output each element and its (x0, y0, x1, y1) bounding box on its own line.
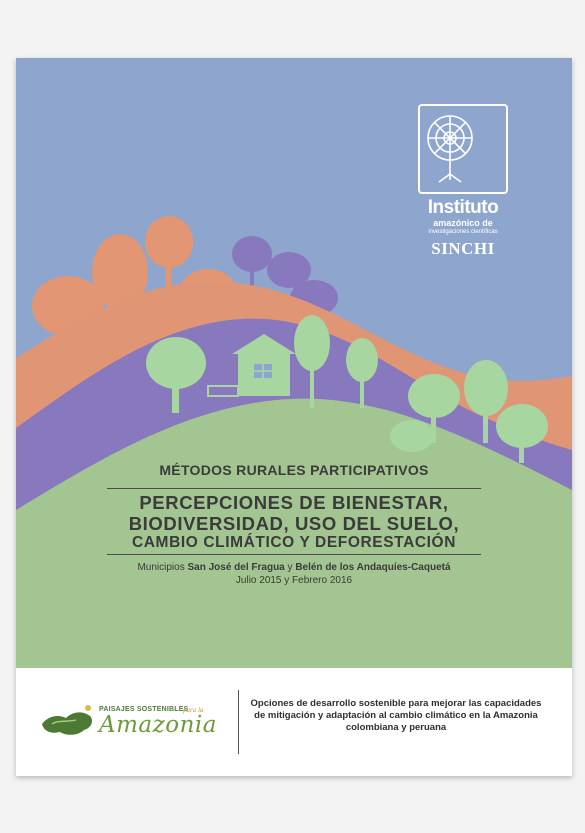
main-title-line3: CAMBIO CLIMÁTICO Y DEFORESTACIÓN (131, 534, 457, 551)
municipios-prefix: Municipios (137, 562, 185, 573)
institute-logo (407, 104, 519, 259)
institute-name: Instituto (427, 197, 499, 218)
cover-illustration (16, 58, 572, 668)
series-title: MÉTODOS RURALES PARTICIPATIVOS (159, 462, 429, 478)
program-title-name: Amazonia (99, 712, 217, 738)
program-title-top: PAISAJES SOSTENIBLES (99, 706, 189, 713)
title-rule-bottom (107, 554, 481, 555)
institute-acronym: SINCHI (431, 239, 495, 258)
amazon-map-icon (38, 702, 98, 742)
institute-line1: amazónico de (433, 218, 493, 228)
book-cover (16, 58, 572, 776)
program-title-para: para la (183, 706, 204, 714)
municipalities-line (16, 562, 572, 573)
program-description: Opciones de desarrollo sostenible para mejorar las capacidades de mitigación y adaptación al cambio climático en la Amazonia colombiana y peruana (250, 698, 542, 733)
cover-footer (16, 668, 572, 776)
municipio-2: Belén de los Andaquíes-Caquetá (295, 562, 451, 573)
title-rule-top (107, 488, 481, 489)
dates-line: Julio 2015 y Febrero 2016 (235, 575, 353, 586)
main-title-line2: BIODIVERSIDAD, USO DEL SUELO, (128, 513, 460, 534)
main-title-line1: PERCEPCIONES DE BIENESTAR, (139, 492, 449, 513)
title-block (16, 462, 572, 586)
municipio-1: San José del Fragua (187, 562, 285, 573)
institute-line2: investigaciones científicas (428, 229, 498, 235)
municipios-and: y (287, 562, 293, 573)
footer-divider (238, 690, 239, 754)
tree-logo-icon (418, 104, 508, 194)
